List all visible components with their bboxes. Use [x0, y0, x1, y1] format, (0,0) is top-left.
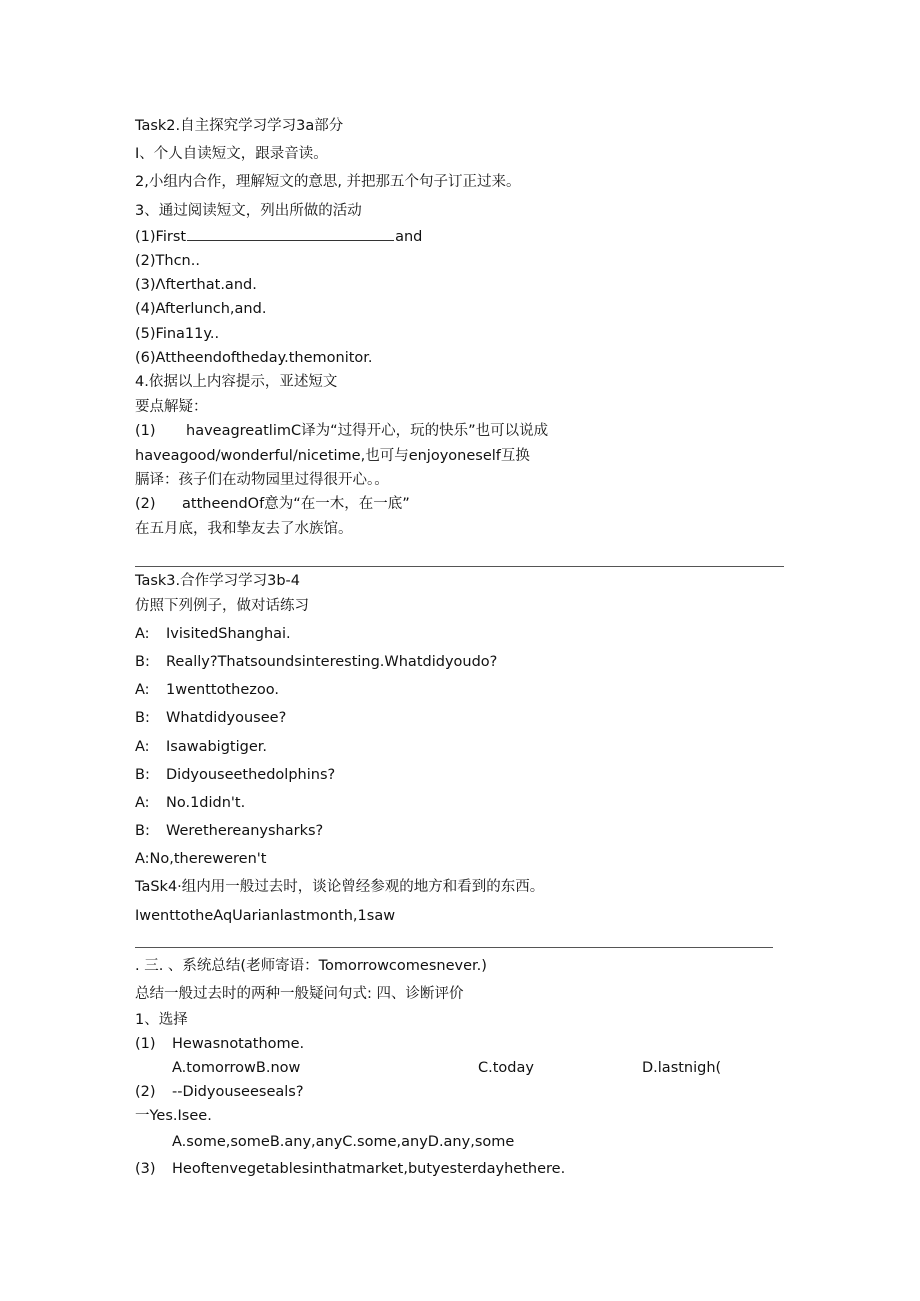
dialogue-line: Whatdidyousee? [166, 710, 287, 726]
task2-step3: 3、通过阅读短文，列出所做的活动 [135, 203, 362, 219]
summary-line-2: 总结一般过去时的两种一般疑问句式: 四、诊断评价 [135, 986, 464, 1002]
section-divider [135, 566, 784, 567]
activity-list-item-1 [135, 226, 422, 247]
question-option: A.some,someB.any,anyC.some,anyD.any,some [172, 1134, 515, 1150]
key-point-2-number: (2) [135, 496, 156, 512]
task4-title: TaSk4·组内用一般过去时，谈论曾经参观的地方和看到的东西。 [135, 879, 545, 895]
question-number: (1) [135, 1036, 156, 1052]
fill-in-blank[interactable] [187, 226, 394, 241]
question-stem: Heoftenvegetablesinthatmarket,butyesterdayhethere. [172, 1161, 566, 1177]
question-answer: 一Yes.Isee. [135, 1108, 212, 1124]
question-option: C.today [478, 1060, 534, 1076]
question-option: D.lastnigh( [642, 1060, 722, 1076]
activity-list-item-4: (4)Afterlunch,and. [135, 301, 267, 317]
task4-example: IwenttotheAqUarianlastmonth,1saw [135, 908, 396, 924]
dialogue-speaker: A: [135, 626, 150, 642]
choice-section-heading: 1、选择 [135, 1012, 188, 1028]
dialogue-line: Isawabigtiger. [166, 739, 267, 755]
dialogue-line: Didyouseethedolphins? [166, 767, 336, 783]
task2-step4: 4.依据以上内容提示，亚述短文 [135, 374, 338, 390]
dialogue-last-line: A:No,thereweren't [135, 851, 267, 867]
dialogue-speaker: B: [135, 710, 150, 726]
summary-line-1: . 三. 、系统总结(老师寄语：Tomorrowcomesnever.) [135, 958, 487, 974]
dialogue-speaker: B: [135, 767, 150, 783]
activity-list-item-3: (3)Λfterthat.and. [135, 277, 257, 293]
key-point-2-text: attheendOf意为“在一木，在一底” [182, 496, 410, 512]
section-divider [135, 947, 773, 948]
activity-list-item-6: (6)Attheendoftheday.themonitor. [135, 350, 373, 366]
dialogue-speaker: B: [135, 654, 150, 670]
question-number: (3) [135, 1161, 156, 1177]
activity-item1-prefix: (1)First [135, 229, 187, 245]
key-point-1-number: (1) [135, 423, 156, 439]
key-points-heading: 要点解疑： [135, 399, 208, 415]
dialogue-line: No.1didn't. [166, 795, 246, 811]
activity-list-item-5: (5)Fina11y.. [135, 326, 220, 342]
dialogue-line: IvisitedShanghai. [166, 626, 291, 642]
activity-list-item-2: (2)Thcn.. [135, 253, 200, 269]
question-option: A.tomorrowB.now [172, 1060, 301, 1076]
task2-step2: 2,小组内合作，理解短文的意思, 并把那五个句子订正过来。 [135, 174, 521, 190]
dialogue-speaker: A: [135, 682, 150, 698]
dialogue-line: 1wenttothezoo. [166, 682, 279, 698]
key-point-1-continuation: haveagood/wonderful/nicetime,也可与enjoyoneself互换 [135, 448, 530, 464]
dialogue-speaker: B: [135, 823, 150, 839]
dialogue-speaker: A: [135, 795, 150, 811]
task3-instruction: 仿照下列例子，做对话练习 [135, 598, 309, 614]
dialogue-line: Werethereanysharks? [166, 823, 324, 839]
task2-step1: I、个人自读短文，跟录音读。 [135, 146, 328, 162]
key-point-1-text: haveagreatlimC译为“过得开心，玩的快乐”也可以说成 [186, 423, 549, 439]
question-stem: Hewasnotathome. [172, 1036, 305, 1052]
dialogue-speaker: A: [135, 739, 150, 755]
question-number: (2) [135, 1084, 156, 1100]
key-point-2-example: 在五月底，我和挚友去了水族馆。 [135, 521, 353, 537]
activity-item1-suffix: and [395, 229, 423, 245]
task3-title: Task3.合作学习学习3b-4 [135, 573, 301, 589]
question-stem: --Didyouseeseals? [172, 1084, 304, 1100]
task2-title: Task2.自主探究学习学习3a部分 [135, 118, 344, 134]
key-point-1-example: 膈译：孩子们在动物园里过得很开心。。 [135, 472, 389, 488]
dialogue-line: Really?Thatsoundsinteresting.Whatdidyoudo? [166, 654, 498, 670]
